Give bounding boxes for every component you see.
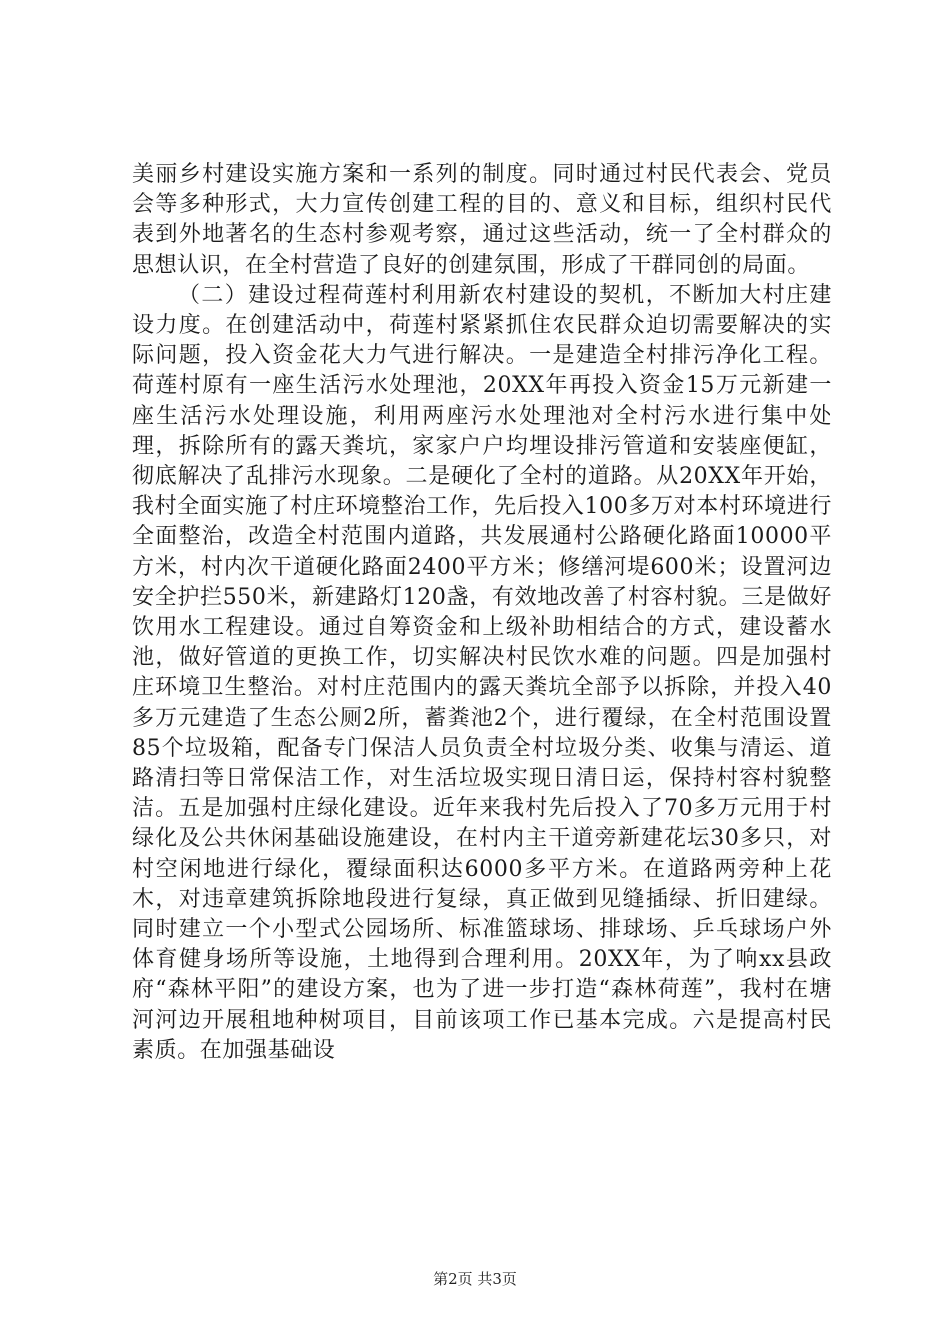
- paragraph-construction-process: （二）建设过程荷莲村利用新农村建设的契机，不断加大村庄建设力度。在创建活动中，荷莲村紧紧抓住农民群众迫切需要解决的实际问题，投入资金花大力气进行解决。一是建造全村排污净化工程。荷莲村原有一座生活污水处理池，20XX年再投入资金15万元新建一座生活污水处理设施，利用两座污水处理池对全村污水进行集中处理，拆除所有的露天粪坑，家家户户均埋设排污管道和安装座便缸，彻底解决了乱排污水现象。二是硬化了全村的道路。从20XX年开始，我村全面实施了村庄环境整治工作，先后投入100多万对本村环境进行全面整治，改造全村范围内道路，共发展通村公路硬化路面10000平方米，村内次干道硬化路面2400平方米；修缮河堤600米；设置河边安全护拦550米，新建路灯120盏，有效地改善了村容村貌。三是做好饮用水工程建设。通过自筹资金和上级补助相结合的方式，建设蓄水池，做好管道的更换工作，切实解决村民饮水难的问题。四是加强村庄环境卫生整治。对村庄范围内的露天粪坑全部予以拆除，并投入40多万元建造了生态公厕2所，蓄粪池2个，进行覆绿，在全村范围设置85个垃圾箱，配备专门保洁人员负责全村垃圾分类、收集与清运、道路清扫等日常保洁工作，对生活垃圾实现日清日运，保持村容村貌整洁。五是加强村庄绿化建设。近年来我村先后投入了70多万元用于村绿化及公共休闲基础设施建设，在村内主干道旁新建花坛30多只，对村空闲地进行绿化，覆绿面积达6000多平方米。在道路两旁种上花木，对违章建筑拆除地段进行复绿，真正做到见缝插绿、折旧建绿。同时建立一个小型式公园场所、标准篮球场、排球场、乒乓球场户外体育健身场所等设施，土地得到合理利用。20XX年，为了响xx县政府“森林平阳”的建设方案，也为了进一步打造“森林荷莲”，我村在塘河河边开展租地种树项目，目前该项工作已基本完成。六是提高村民素质。在加强基础设: [132, 282, 832, 1063]
- page-footer: 第2页 共3页: [433, 1270, 517, 1288]
- document-body: [132, 160, 832, 1066]
- paragraph-intro: 美丽乡村建设实施方案和一系列的制度。同时通过村民代表会、党员会等多种形式，大力宣传创建工程的目的、意义和目标，组织村民代表到外地著名的生态村参观考察，通过这些活动，统一了全村群众的思想认识，在全村营造了良好的创建氛围，形成了干群同创的局面。: [132, 162, 832, 278]
